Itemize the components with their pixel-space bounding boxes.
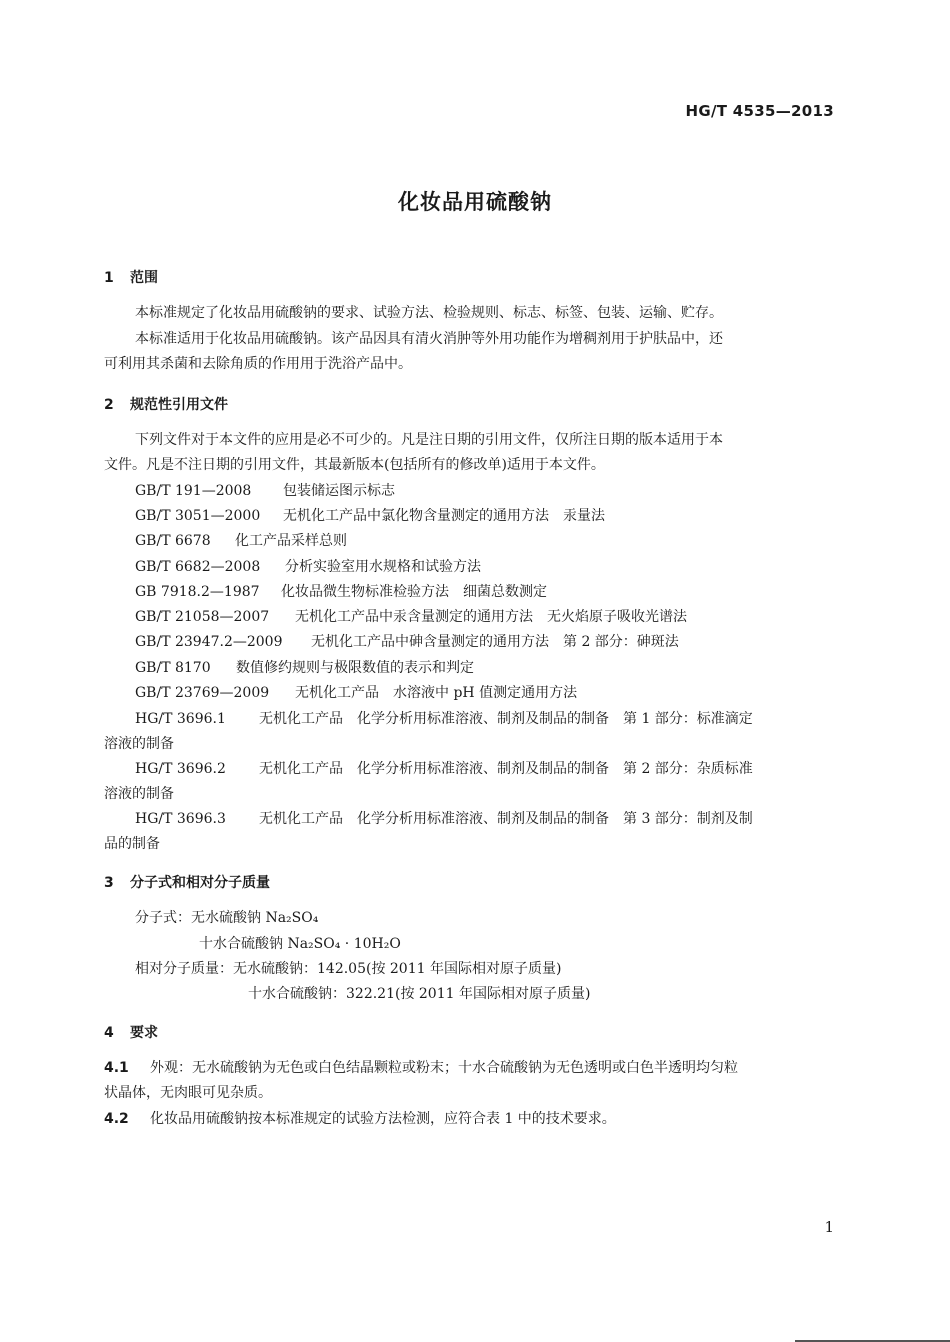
section-title: 范围 [130,270,158,286]
clause-text: 化妆品用硫酸钠按本标准规定的试验方法检测，应符合表 1 中的技术要求。 [150,1111,616,1127]
reference-code: GB/T 6682—2008 [135,559,261,575]
reference-item-continued: 品的制备 [104,836,160,852]
section-3-heading [104,872,270,892]
reference-item [135,808,753,828]
document-title: 化妆品用硫酸钠 [398,190,552,214]
section-4-heading [104,1022,158,1042]
molecular-mass-label: 相对分子质量： [135,961,233,977]
molecular-mass-decahydrate: 十水合硫酸钠：322.21(按 2011 年国际相对原子质量) [248,986,591,1002]
s2-intro-line-2: 文件。凡是不注日期的引用文件，其最新版本(包括所有的修改单)适用于本文件。 [104,457,605,473]
clause-number: 4.2 [104,1111,129,1127]
reference-title: 数值修约规则与极限数值的表示和判定 [236,660,474,676]
section-number: 3 [104,875,114,891]
reference-code: GB/T 3051—2000 [135,508,261,524]
section-title: 分子式和相对分子质量 [130,875,270,891]
reference-item [135,505,605,525]
reference-code: HG/T 3696.1 [135,711,226,727]
reference-item [135,631,679,651]
reference-title: 包装储运图示标志 [283,483,395,499]
reference-code: GB/T 23947.2—2009 [135,634,283,650]
section-2-heading [104,394,228,414]
reference-item [135,606,687,626]
section-number: 2 [104,397,114,413]
reference-title: 无机化工产品中汞含量测定的通用方法 无火焰原子吸收光谱法 [295,609,687,625]
reference-item [135,682,577,702]
s1-paragraph-2-line-2: 可利用其杀菌和去除角质的作用用于洗浴产品中。 [104,356,412,372]
reference-code: GB 7918.2—1987 [135,584,260,600]
reference-item-continued: 溶液的制备 [104,736,174,752]
section-1-heading [104,267,158,287]
clause-4-2 [104,1108,616,1128]
reference-title: 无机化工产品中砷含量测定的通用方法 第 2 部分：砷斑法 [311,634,679,650]
molecular-mass-line [135,958,561,978]
clause-4-1-line-2: 状晶体，无肉眼可见杂质。 [104,1085,272,1101]
clause-4-1-line-1 [104,1057,738,1077]
reference-code: GB/T 191—2008 [135,483,252,499]
reference-code: GB/T 8170 [135,660,211,676]
reference-item [135,556,481,576]
reference-item [135,708,753,728]
clause-text: 外观：无水硫酸钠为无色或白色结晶颗粒或粉末；十水合硫酸钠为无色透明或白色半透明均匀粒 [150,1060,738,1076]
reference-title: 无机化工产品 化学分析用标准溶液、制剂及制品的制备 第 2 部分：杂质标准 [259,761,753,777]
reference-title: 无机化工产品 化学分析用标准溶液、制剂及制品的制备 第 3 部分：制剂及制 [259,811,753,827]
formula-label: 分子式： [135,910,191,926]
formula-anhydrous: 无水硫酸钠 Na₂SO₄ [191,910,319,926]
reference-title: 分析实验室用水规格和试验方法 [285,559,481,575]
reference-item [135,657,474,677]
reference-title: 无机化工产品 化学分析用标准溶液、制剂及制品的制备 第 1 部分：标准滴定 [259,711,753,727]
formula-decahydrate: 十水合硫酸钠 Na₂SO₄ · 10H₂O [199,936,401,952]
section-title: 规范性引用文件 [130,397,228,413]
section-number: 4 [104,1025,114,1041]
reference-item [135,480,395,500]
clause-number: 4.1 [104,1060,129,1076]
s1-paragraph-1: 本标准规定了化妆品用硫酸钠的要求、试验方法、检验规则、标志、标签、包装、运输、贮存。 [135,305,723,321]
reference-code: HG/T 3696.3 [135,811,226,827]
reference-item-continued: 溶液的制备 [104,786,174,802]
reference-item [135,758,753,778]
molecular-mass-anhydrous: 无水硫酸钠：142.05(按 2011 年国际相对原子质量) [233,961,562,977]
reference-title: 无机化工产品 水溶液中 pH 值测定通用方法 [295,685,578,701]
reference-code: GB/T 6678 [135,533,211,549]
section-number: 1 [104,270,114,286]
formula-line [135,907,318,927]
standard-number: HG/T 4535—2013 [685,102,834,120]
reference-code: GB/T 21058—2007 [135,609,270,625]
reference-title: 无机化工产品中氯化物含量测定的通用方法 汞量法 [283,508,605,524]
reference-item [135,581,547,601]
page-number: 1 [824,1218,834,1236]
section-title: 要求 [130,1025,158,1041]
reference-title: 化工产品采样总则 [235,533,347,549]
s1-paragraph-2-line-1: 本标准适用于化妆品用硫酸钠。该产品因具有清火消肿等外用功能作为增稠剂用于护肤品中，还 [135,331,723,347]
reference-code: HG/T 3696.2 [135,761,226,777]
reference-title: 化妆品微生物标准检验方法 细菌总数测定 [281,584,547,600]
s2-intro-line-1: 下列文件对于本文件的应用是必不可少的。凡是注日期的引用文件，仅所注日期的版本适用于本 [135,432,723,448]
reference-code: GB/T 23769—2009 [135,685,270,701]
reference-item [135,530,347,550]
